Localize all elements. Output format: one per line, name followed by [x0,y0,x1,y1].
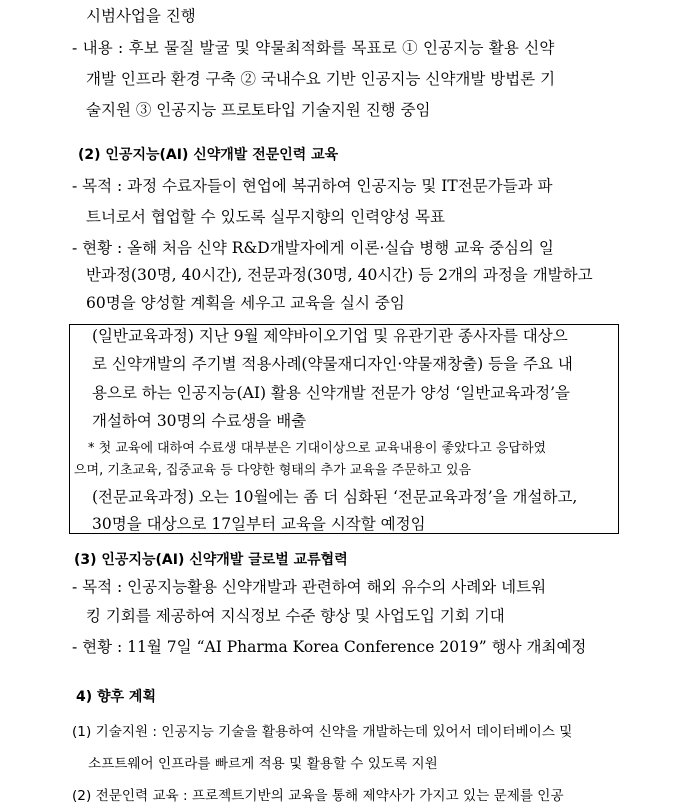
section-heading: 4) 향후 계획 [76,689,156,705]
text-line: - 현황 : 11월 7일 “AI Pharma Korea Conference 2019” 행사 개최예정 [72,638,587,656]
text-line: 반과정(30명, 40시간), 전문과정(30명, 40시간) 등 2개의 과정을 개발하고 [86,266,593,284]
footnote-line: * 첫 교육에 대하여 수료생 대부분은 기대이상으로 교육내용이 좋았다고 응답하였 [88,441,547,456]
box-text-line: 용으로 하는 인공지능(AI) 활용 신약개발 전문가 양성 ‘일반교육과정’을 [92,384,571,402]
box-text-line: 로 신약개발의 주기별 적용사례(약물재디자인·약물재창출) 등을 주요 내 [92,355,573,373]
text-line: (2) 전문인력 교육 : 프로젝트기반의 교육을 통해 제약사가 가지고 있는 문제를 인공 [72,788,564,804]
text-line: (1) 기술지원 : 인공지능 기술을 활용하여 신약을 개발하는데 있어서 데이터베이스 및 [72,724,573,740]
text-line: 술지원 ③ 인공지능 프로토타입 기술지원 진행 중임 [86,101,431,119]
text-line: - 내용 : 후보 물질 발굴 및 약물최적화를 목표로 ① 인공지능 활용 신약 [72,39,555,57]
text-line: 60명을 양성할 계획을 세우고 교육을 실시 중임 [86,294,405,312]
footnote-line: 으며, 기초교육, 집중교육 등 다양한 형태의 추가 교육을 주문하고 있음 [74,463,472,478]
box-text-line: (전문교육과정) 오는 10월에는 좀 더 심화된 ‘전문교육과정’을 개설하고, [92,488,578,506]
section-heading: (2) 인공지능(AI) 신약개발 전문인력 교육 [78,147,339,163]
section-heading: (3) 인공지능(AI) 신약개발 글로벌 교류협력 [74,552,348,568]
text-line: 소프트웨어 인프라를 빠르게 적용 및 활용할 수 있도록 지원 [88,756,438,772]
box-text-line: (일반교육과정) 지난 9월 제약바이오기업 및 유관기관 종사자를 대상으 [92,327,568,345]
box-text-line: 개설하여 30명의 수료생을 배출 [92,412,307,430]
box-text-line: 30명을 대상으로 17일부터 교육을 시작할 예정임 [92,515,426,533]
text-line: - 목적 : 과정 수료자들이 현업에 복귀하여 인공지능 및 IT전문가들과 파 [72,177,553,195]
text-line: - 목적 : 인공지능활용 신약개발과 관련하여 해외 유수의 사례와 네트워 [72,578,547,596]
text-line: - 현황 : 올해 처음 신약 R&D개발자에게 이론·실습 병행 교육 중심의 일 [72,239,554,257]
text-line: 킹 기회를 제공하여 지식정보 수준 향상 및 사업도입 기회 기대 [86,607,505,625]
text-line: 시범사업을 진행 [86,7,196,25]
text-line: 트너로서 협업할 수 있도록 실무지향의 인력양성 목표 [86,208,445,226]
text-line: 개발 인프라 환경 구축 ② 국내수요 기반 인공지능 신약개발 방법론 기 [86,70,556,88]
